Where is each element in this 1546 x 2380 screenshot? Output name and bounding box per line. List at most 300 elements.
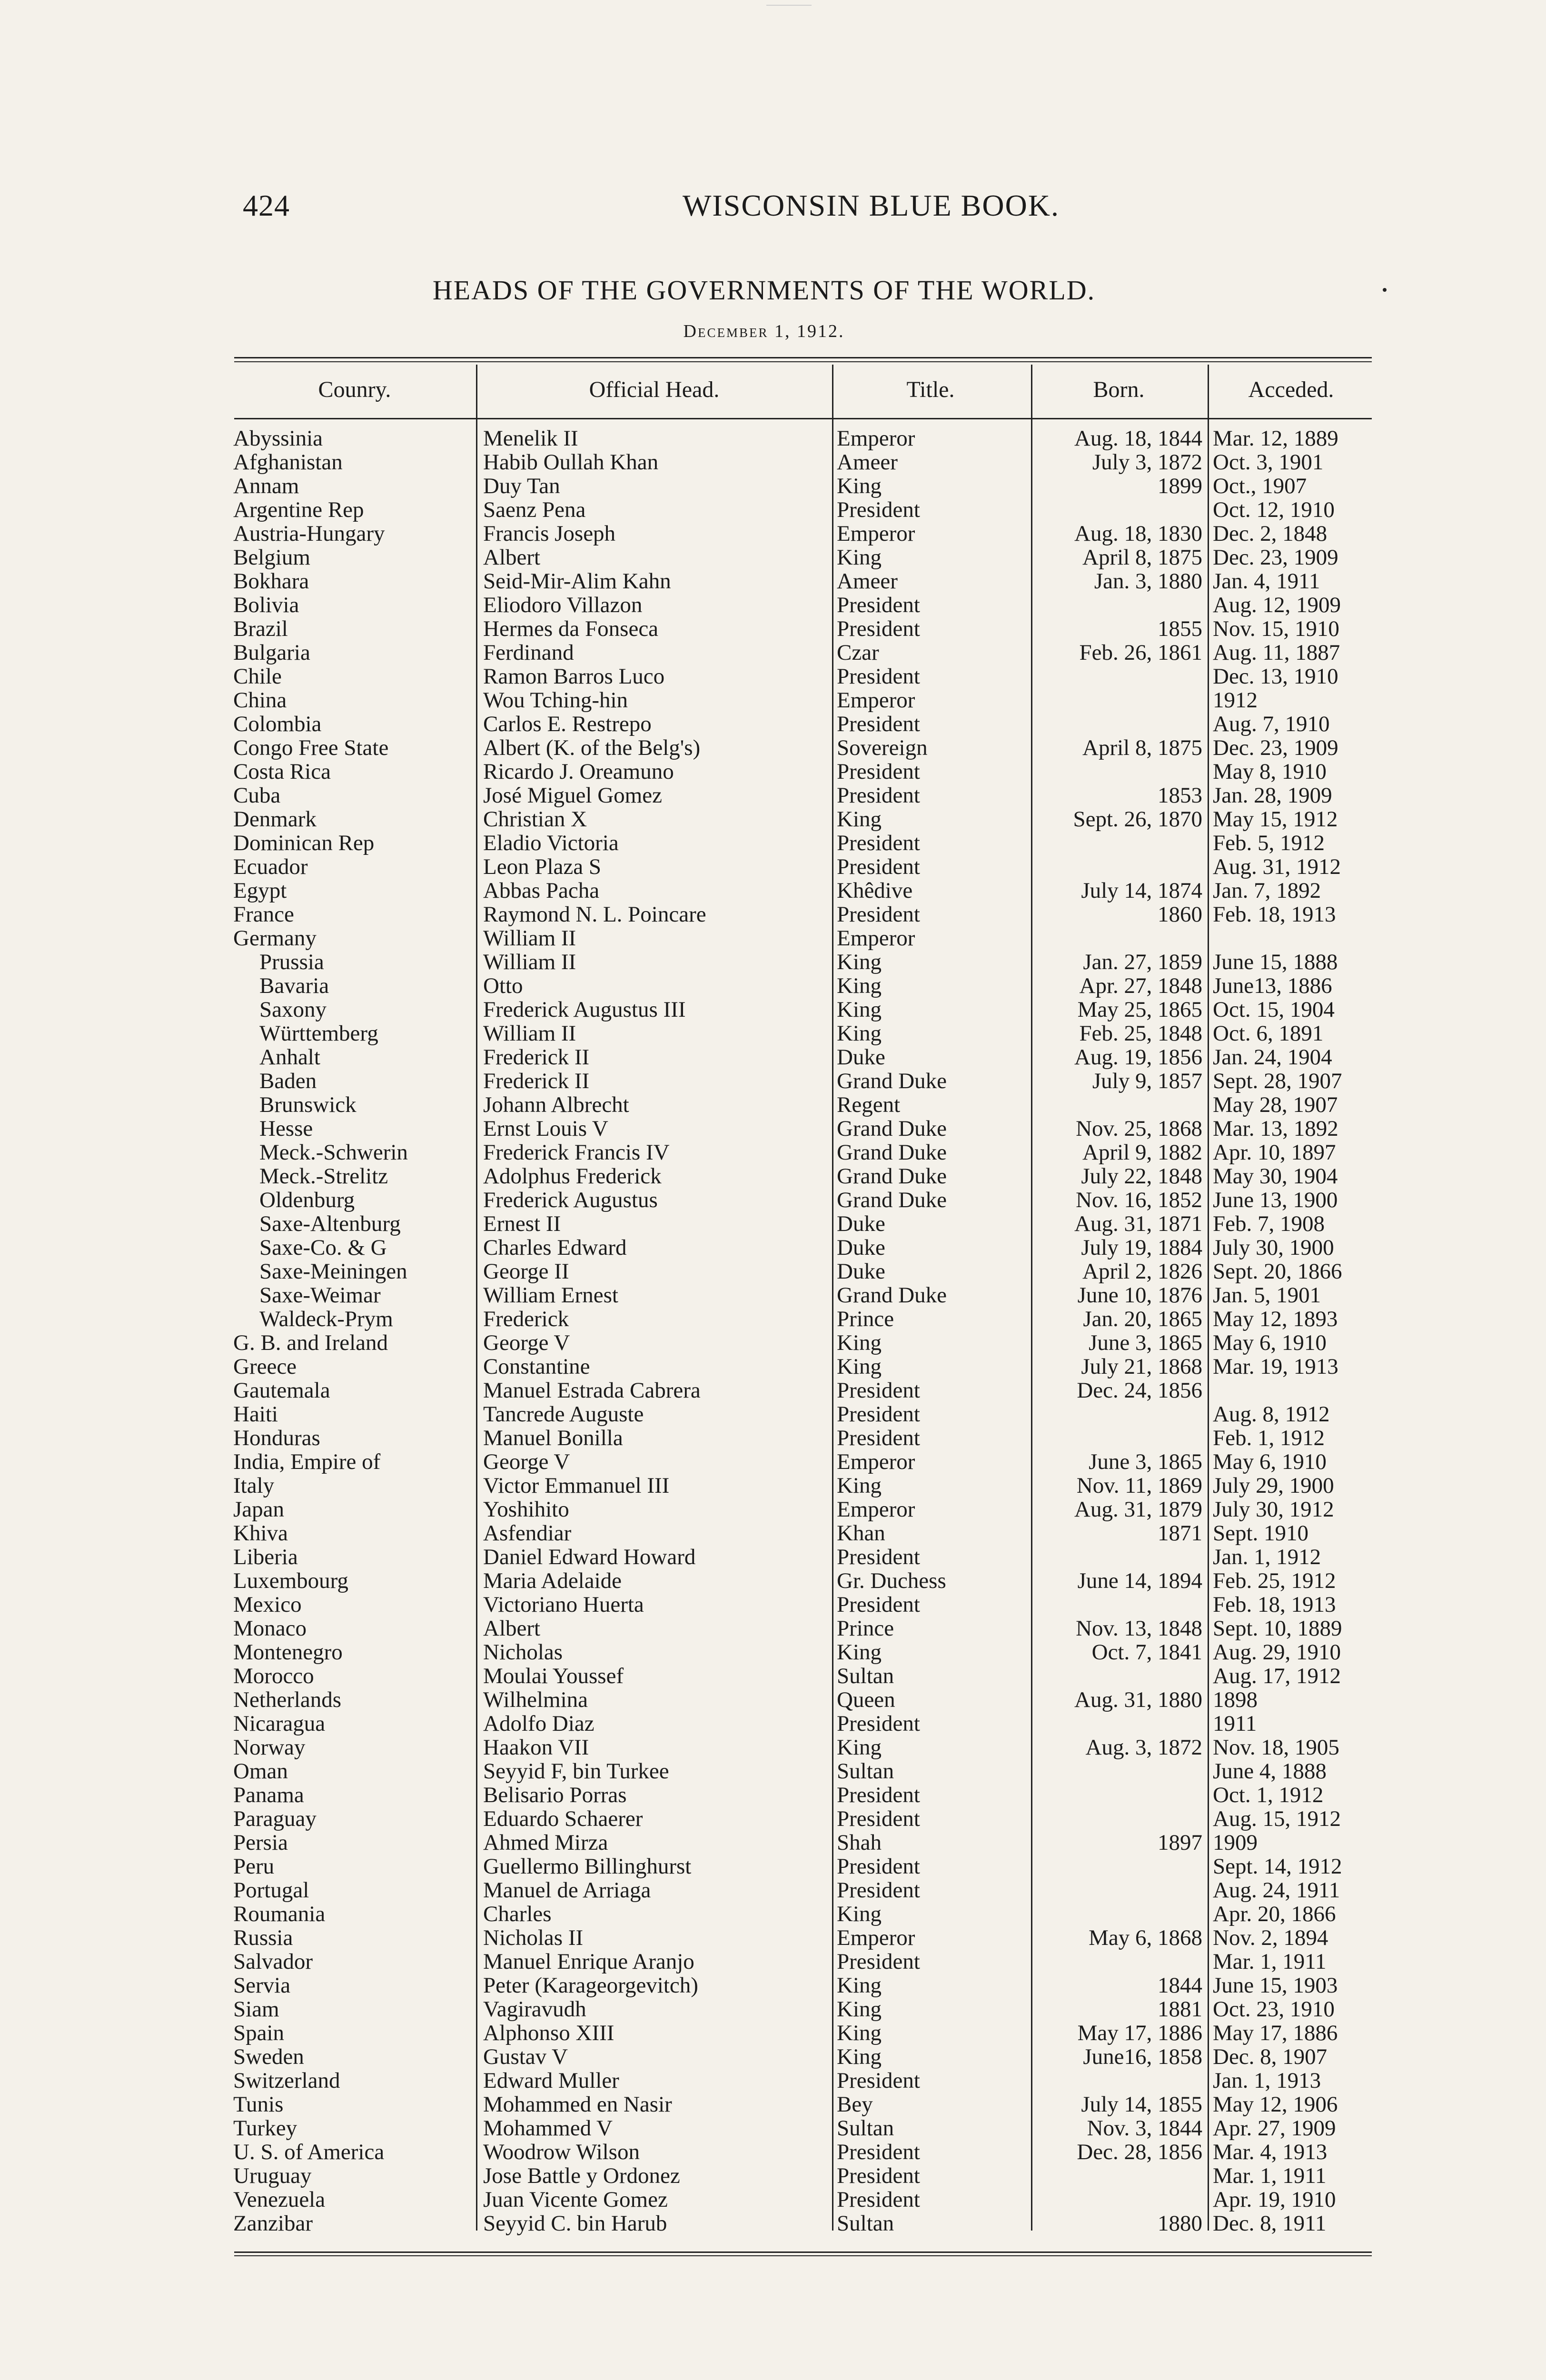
born-cell: April 9, 1882 [1082, 1140, 1202, 1164]
official-head-cell: Nicholas [483, 1640, 563, 1664]
born-cell [1035, 712, 1204, 736]
official-head-cell: Albert [483, 1616, 541, 1640]
official-head-cell: Gustav V [483, 2045, 568, 2069]
official-head-cell: William Ernest [483, 1283, 618, 1307]
stray-dot [1383, 288, 1387, 292]
official-head-cell: Tancrede Auguste [483, 1402, 644, 1426]
acceded-cell: June 15, 1903 [1213, 1973, 1338, 1997]
country-cell: G. B. and Ireland [233, 1331, 388, 1355]
country-cell: Saxe-Altenburg [259, 1212, 401, 1236]
table-row [233, 426, 1373, 450]
title-cell: Duke [837, 1236, 885, 1259]
table-row [233, 1069, 1373, 1093]
table-row [233, 736, 1373, 760]
title-cell: President [837, 1807, 920, 1831]
official-head-cell: Adolphus Frederick [483, 1164, 662, 1188]
running-head: WISCONSIN BLUE BOOK. [683, 188, 1060, 222]
official-head-cell: Frederick Francis IV [483, 1140, 670, 1164]
country-cell: Saxony [259, 998, 327, 1021]
acceded-cell: Sept. 28, 1907 [1213, 1069, 1342, 1093]
born-cell: Aug. 31, 1879 [1074, 1497, 1202, 1521]
table-row [233, 1569, 1373, 1593]
title-cell: President [837, 831, 920, 855]
official-head-cell: Raymond N. L. Poincare [483, 902, 706, 926]
column-header-born: Born. [1093, 377, 1145, 402]
born-cell: Nov. 16, 1852 [1076, 1188, 1202, 1212]
table-row [233, 1117, 1373, 1140]
acceded-cell: Nov. 15, 1910 [1213, 617, 1339, 641]
official-head-cell: Leon Plaza S [483, 855, 601, 879]
acceded-cell: Aug. 29, 1910 [1213, 1640, 1341, 1664]
acceded-cell: July 29, 1900 [1213, 1474, 1334, 1497]
title-cell: Queen [837, 1688, 895, 1712]
acceded-cell: Jan. 4, 1911 [1213, 569, 1320, 593]
title-cell: Sultan [837, 2116, 894, 2140]
table-row [233, 998, 1373, 1021]
title-cell: Duke [837, 1259, 885, 1283]
title-cell: King [837, 1474, 882, 1497]
country-cell: Bavaria [259, 974, 329, 998]
table-row [233, 1188, 1373, 1212]
born-cell [1035, 1759, 1204, 1783]
table-row [233, 1331, 1373, 1355]
official-head-cell: Yoshihito [483, 1497, 569, 1521]
official-head-cell: Adolfo Diaz [483, 1712, 595, 1735]
table-row [233, 664, 1373, 688]
official-head-cell: Habib Oullah Khan [483, 450, 659, 474]
country-cell: Honduras [233, 1426, 320, 1450]
official-head-cell: Haakon VII [483, 1735, 589, 1759]
title-cell: Grand Duke [837, 1140, 947, 1164]
acceded-cell: Feb. 5, 1912 [1213, 831, 1325, 855]
official-head-cell: Daniel Edward Howard [483, 1545, 696, 1569]
born-cell: Dec. 24, 1856 [1077, 1378, 1202, 1402]
table-row [233, 1807, 1373, 1831]
country-cell: Servia [233, 1973, 291, 1997]
official-head-cell: Manuel Enrique Aranjo [483, 1950, 694, 1973]
acceded-cell: Feb. 1, 1912 [1213, 1426, 1325, 1450]
country-cell: Cuba [233, 783, 281, 807]
acceded-cell: Feb. 25, 1912 [1213, 1569, 1336, 1593]
country-cell: Abyssinia [233, 426, 323, 450]
born-cell: June16, 1858 [1083, 2045, 1202, 2069]
table-row [233, 1902, 1373, 1926]
official-head-cell: Menelik II [483, 426, 578, 450]
title-cell: King [837, 2021, 882, 2045]
acceded-cell: Oct. 23, 1910 [1213, 1997, 1335, 2021]
table-row [233, 1997, 1373, 2021]
born-cell [1035, 1902, 1204, 1926]
acceded-cell: Mar. 4, 1913 [1213, 2140, 1328, 2164]
table-body [233, 426, 1373, 2235]
title-cell: King [837, 545, 882, 569]
born-cell [1035, 1426, 1204, 1450]
official-head-cell: Ricardo J. Oreamuno [483, 760, 674, 783]
born-cell: July 14, 1855 [1081, 2092, 1202, 2116]
table-row [233, 1688, 1373, 1712]
title-cell: Duke [837, 1212, 885, 1236]
country-cell: Meck.-Schwerin [259, 1140, 408, 1164]
acceded-cell: Jan. 1, 1912 [1213, 1545, 1321, 1569]
table-row [233, 902, 1373, 926]
table-row [233, 1236, 1373, 1259]
country-cell: Baden [259, 1069, 317, 1093]
table-row [233, 593, 1373, 617]
born-cell [1035, 1950, 1204, 1973]
title-cell: Grand Duke [837, 1069, 947, 1093]
official-head-cell: Frederick [483, 1307, 569, 1331]
title-cell: Emperor [837, 522, 915, 545]
official-head-cell: Albert (K. of the Belg's) [483, 736, 701, 760]
country-cell: Belgium [233, 545, 310, 569]
born-cell [1035, 2188, 1204, 2211]
title-cell: President [837, 1593, 920, 1616]
country-cell: Chile [233, 664, 282, 688]
official-head-cell: Ahmed Mirza [483, 1831, 608, 1854]
acceded-cell: Jan. 24, 1904 [1213, 1045, 1332, 1069]
table-row [233, 1926, 1373, 1950]
title-cell: President [837, 760, 920, 783]
table-row [233, 688, 1373, 712]
table-row [233, 926, 1373, 950]
table-row [233, 1831, 1373, 1854]
table-row [233, 1307, 1373, 1331]
official-head-cell: Constantine [483, 1355, 590, 1378]
born-cell: July 9, 1857 [1092, 1069, 1202, 1093]
born-cell [1035, 1878, 1204, 1902]
table-row [233, 450, 1373, 474]
official-head-cell: Edward Muller [483, 2069, 619, 2092]
born-cell: April 8, 1875 [1082, 736, 1202, 760]
table-row [233, 1212, 1373, 1236]
acceded-cell: Aug. 7, 1910 [1213, 712, 1330, 736]
born-cell: June 14, 1894 [1077, 1569, 1202, 1593]
table-row [233, 1950, 1373, 1973]
title-cell: President [837, 2188, 920, 2211]
born-cell: 1881 [1158, 1997, 1202, 2021]
official-head-cell: Hermes da Fonseca [483, 617, 659, 641]
born-cell: Aug. 31, 1880 [1074, 1688, 1202, 1712]
country-cell: Austria-Hungary [233, 522, 385, 545]
title-cell: Emperor [837, 1450, 915, 1474]
official-head-cell: Christian X [483, 807, 587, 831]
title-cell: Sultan [837, 1664, 894, 1688]
printer-mark [766, 5, 812, 6]
table-row [233, 1259, 1373, 1283]
acceded-cell: May 6, 1910 [1213, 1450, 1327, 1474]
table-row [233, 974, 1373, 998]
title-cell: Duke [837, 1045, 885, 1069]
born-cell: 1853 [1158, 783, 1202, 807]
title-cell: President [837, 783, 920, 807]
born-cell: Nov. 25, 1868 [1076, 1117, 1202, 1140]
acceded-cell: July 30, 1912 [1213, 1497, 1334, 1521]
acceded-cell: June13, 1886 [1213, 974, 1332, 998]
country-cell: Colombia [233, 712, 322, 736]
acceded-cell: May 28, 1907 [1213, 1093, 1338, 1117]
born-cell [1035, 1093, 1204, 1117]
born-cell: Feb. 26, 1861 [1079, 641, 1202, 664]
table-row [233, 1783, 1373, 1807]
acceded-cell: Mar. 13, 1892 [1213, 1117, 1338, 1140]
acceded-cell: Dec. 2, 1848 [1213, 522, 1328, 545]
country-cell: Salvador [233, 1950, 313, 1973]
acceded-cell: Feb. 18, 1913 [1213, 902, 1336, 926]
country-cell: Haiti [233, 1402, 278, 1426]
country-cell: Anhalt [259, 1045, 320, 1069]
table-row [233, 1021, 1373, 1045]
country-cell: Siam [233, 1997, 279, 2021]
title-cell: President [837, 2164, 920, 2188]
country-cell: Mexico [233, 1593, 302, 1616]
acceded-cell: Apr. 20, 1866 [1213, 1902, 1336, 1926]
title-cell: King [837, 1973, 882, 1997]
acceded-cell: May 17, 1886 [1213, 2021, 1338, 2045]
official-head-cell: Saenz Pena [483, 498, 586, 522]
title-cell: President [837, 664, 920, 688]
table-row [233, 522, 1373, 545]
born-cell [1035, 498, 1204, 522]
acceded-cell: Aug. 11, 1887 [1213, 641, 1340, 664]
title-cell: President [837, 1712, 920, 1735]
title-cell: Grand Duke [837, 1188, 947, 1212]
country-cell: Persia [233, 1831, 288, 1854]
official-head-cell: Johann Albrecht [483, 1093, 629, 1117]
country-cell: Egypt [233, 879, 287, 902]
bottom-rule-secondary [234, 2255, 1372, 2256]
table-row [233, 1378, 1373, 1402]
top-rule [234, 357, 1372, 358]
header-rule [234, 418, 1372, 419]
title-cell: President [837, 1878, 920, 1902]
official-head-cell: Abbas Pacha [483, 879, 600, 902]
title-cell: Emperor [837, 926, 915, 950]
official-head-cell: Victoriano Huerta [483, 1593, 644, 1616]
table-row [233, 1759, 1373, 1783]
born-cell [1035, 1593, 1204, 1616]
official-head-cell: Seyyid F, bin Turkee [483, 1759, 669, 1783]
table-row [233, 879, 1373, 902]
official-head-cell: Manuel Estrada Cabrera [483, 1378, 701, 1402]
official-head-cell: Charles [483, 1902, 552, 1926]
official-head-cell: Ramon Barros Luco [483, 664, 665, 688]
table-row [233, 1735, 1373, 1759]
country-cell: Bolivia [233, 593, 299, 617]
country-cell: Norway [233, 1735, 306, 1759]
official-head-cell: Ernest II [483, 1212, 561, 1236]
country-cell: Khiva [233, 1521, 288, 1545]
acceded-cell: Oct. 12, 1910 [1213, 498, 1335, 522]
born-cell: Aug. 3, 1872 [1085, 1735, 1202, 1759]
acceded-cell: June 13, 1900 [1213, 1188, 1338, 1212]
acceded-cell: Oct. 3, 1901 [1213, 450, 1324, 474]
country-cell: Gautemala [233, 1378, 330, 1402]
table-row [233, 569, 1373, 593]
table-row [233, 760, 1373, 783]
country-cell: Turkey [233, 2116, 297, 2140]
country-cell: Saxe-Co. & G [259, 1236, 387, 1259]
official-head-cell: William II [483, 926, 576, 950]
born-cell [1035, 855, 1204, 879]
title-cell: Emperor [837, 426, 915, 450]
title-cell: King [837, 998, 882, 1021]
title-cell: Czar [837, 641, 879, 664]
born-cell: 1871 [1158, 1521, 1202, 1545]
title-cell: President [837, 2140, 920, 2164]
acceded-cell: Apr. 27, 1909 [1213, 2116, 1336, 2140]
title-cell: President [837, 1402, 920, 1426]
acceded-cell [1213, 926, 1375, 950]
born-cell [1035, 1807, 1204, 1831]
born-cell: July 19, 1884 [1081, 1236, 1202, 1259]
table-row [233, 2092, 1373, 2116]
title-cell: Grand Duke [837, 1117, 947, 1140]
title-cell: President [837, 617, 920, 641]
title-cell: President [837, 2069, 920, 2092]
acceded-cell: Feb. 18, 1913 [1213, 1593, 1336, 1616]
born-cell: Nov. 11, 1869 [1076, 1474, 1202, 1497]
heads-of-government-table [233, 357, 1373, 2256]
born-cell [1035, 593, 1204, 617]
born-cell [1035, 2164, 1204, 2188]
country-cell: Tunis [233, 2092, 284, 2116]
official-head-cell: Albert [483, 545, 541, 569]
country-cell: Dominican Rep [233, 831, 375, 855]
title-cell: Emperor [837, 1497, 915, 1521]
acceded-cell: Aug. 8, 1912 [1213, 1402, 1330, 1426]
born-cell: May 17, 1886 [1077, 2021, 1202, 2045]
official-head-cell: Eladio Victoria [483, 831, 619, 855]
born-cell [1035, 688, 1204, 712]
title-cell: Grand Duke [837, 1283, 947, 1307]
table-row [233, 1450, 1373, 1474]
country-cell: Uruguay [233, 2164, 312, 2188]
official-head-cell: Wou Tching-hin [483, 688, 628, 712]
born-cell: April 8, 1875 [1082, 545, 1202, 569]
official-head-cell: Duy Tan [483, 474, 560, 498]
table-row [233, 545, 1373, 569]
acceded-cell: Aug. 31, 1912 [1213, 855, 1341, 879]
acceded-cell: Apr. 19, 1910 [1213, 2188, 1336, 2211]
official-head-cell: Juan Vicente Gomez [483, 2188, 668, 2211]
born-cell: July 3, 1872 [1092, 450, 1202, 474]
country-cell: Meck.-Strelitz [259, 1164, 388, 1188]
born-cell: Jan. 3, 1880 [1094, 569, 1202, 593]
country-cell: Spain [233, 2021, 285, 2045]
country-cell: Hesse [259, 1117, 313, 1140]
country-cell: Nicaragua [233, 1712, 326, 1735]
born-cell: June 3, 1865 [1089, 1450, 1202, 1474]
born-cell: Aug. 19, 1856 [1074, 1045, 1202, 1069]
acceded-cell: July 30, 1900 [1213, 1236, 1334, 1259]
country-cell: Oldenburg [259, 1188, 355, 1212]
country-cell: Greece [233, 1355, 297, 1378]
table-row [233, 855, 1373, 879]
country-cell: U. S. of America [233, 2140, 385, 2164]
born-cell [1035, 760, 1204, 783]
official-head-cell: Charles Edward [483, 1236, 627, 1259]
official-head-cell: Asfendiar [483, 1521, 572, 1545]
acceded-cell: Oct., 1907 [1213, 474, 1307, 498]
country-cell: Prussia [259, 950, 324, 974]
title-cell: President [837, 1378, 920, 1402]
born-cell [1035, 1545, 1204, 1569]
acceded-cell: Dec. 23, 1909 [1213, 545, 1338, 569]
top-rule-secondary [234, 361, 1372, 362]
born-cell [1035, 664, 1204, 688]
title-cell: King [837, 1021, 882, 1045]
country-cell: Sweden [233, 2045, 304, 2069]
acceded-cell: May 12, 1893 [1213, 1307, 1338, 1331]
country-cell: Zanzibar [233, 2211, 313, 2235]
country-cell: Saxe-Weimar [259, 1283, 381, 1307]
official-head-cell: Alphonso XIII [483, 2021, 614, 2045]
acceded-cell: 1911 [1213, 1712, 1257, 1735]
born-cell [1035, 2069, 1204, 2092]
acceded-cell: Aug. 12, 1909 [1213, 593, 1341, 617]
country-cell: Brazil [233, 617, 288, 641]
official-head-cell: Frederick II [483, 1045, 590, 1069]
table-row [233, 1616, 1373, 1640]
title-cell: Sovereign [837, 736, 928, 760]
born-cell: Aug. 31, 1871 [1074, 1212, 1202, 1236]
title-cell: President [837, 1545, 920, 1569]
country-cell: Netherlands [233, 1688, 342, 1712]
table-row [233, 1521, 1373, 1545]
acceded-cell: May 15, 1912 [1213, 807, 1338, 831]
born-cell [1035, 831, 1204, 855]
table-row [233, 1545, 1373, 1569]
acceded-cell: 1909 [1213, 1831, 1258, 1854]
title-cell: Prince [837, 1616, 894, 1640]
country-cell: Denmark [233, 807, 317, 831]
official-head-cell: Otto [483, 974, 523, 998]
title-cell: Bey [837, 2092, 873, 2116]
born-cell: Oct. 7, 1841 [1091, 1640, 1202, 1664]
acceded-cell: Oct. 15, 1904 [1213, 998, 1335, 1021]
born-cell: July 14, 1874 [1081, 879, 1202, 902]
country-cell: Italy [233, 1474, 275, 1497]
born-cell: Feb. 25, 1848 [1079, 1021, 1202, 1045]
title-cell: King [837, 1902, 882, 1926]
official-head-cell: William II [483, 950, 576, 974]
page-header [243, 182, 1295, 229]
table-row [233, 2140, 1373, 2164]
table-row [233, 1164, 1373, 1188]
country-cell: Japan [233, 1497, 285, 1521]
table-row [233, 1854, 1373, 1878]
born-cell [1035, 1402, 1204, 1426]
official-head-cell: Moulai Youssef [483, 1664, 624, 1688]
title-cell: President [837, 855, 920, 879]
title-cell: Ameer [837, 450, 898, 474]
title-cell: Shah [837, 1831, 882, 1854]
born-cell: Dec. 28, 1856 [1077, 2140, 1202, 2164]
official-head-cell: Vagiravudh [483, 1997, 586, 2021]
title-cell: Emperor [837, 1926, 915, 1950]
title-cell: King [837, 1355, 882, 1378]
official-head-cell: Frederick Augustus [483, 1188, 658, 1212]
born-cell [1035, 1664, 1204, 1688]
acceded-cell: Aug. 17, 1912 [1213, 1664, 1341, 1688]
born-cell: May 6, 1868 [1089, 1926, 1202, 1950]
country-cell: Costa Rica [233, 760, 331, 783]
born-cell: May 25, 1865 [1077, 998, 1202, 1021]
title-cell: King [837, 2045, 882, 2069]
official-head-cell: George V [483, 1450, 570, 1474]
title-cell: President [837, 1854, 920, 1878]
country-cell: Oman [233, 1759, 288, 1783]
